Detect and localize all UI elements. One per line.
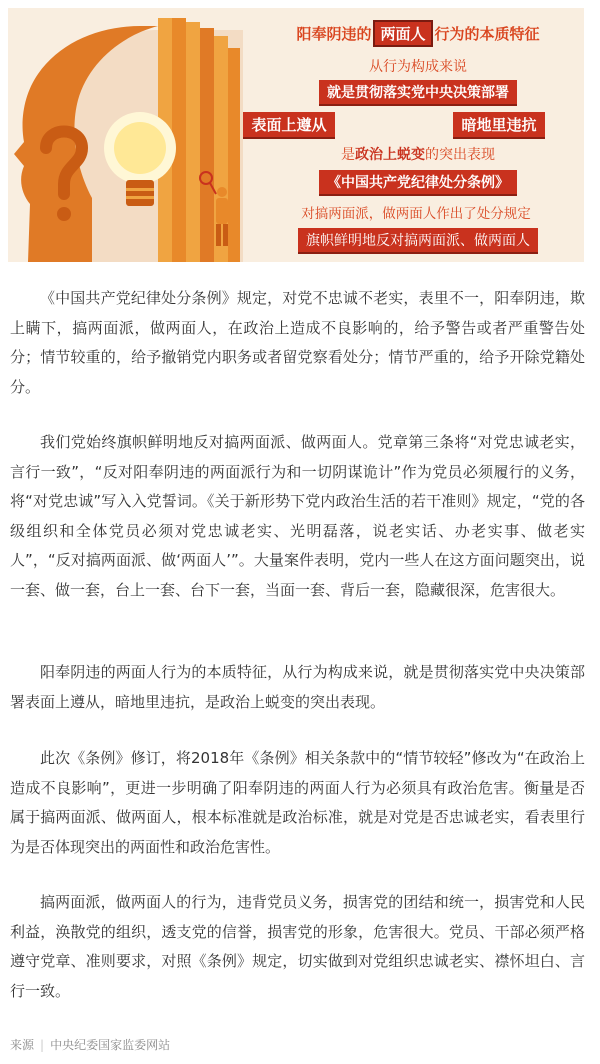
source-separator: | bbox=[40, 1038, 45, 1052]
banner-line2: 就是贯彻落实党中央决策部署 bbox=[319, 80, 517, 106]
banner-line4-highlight: 政治上蜕变 bbox=[355, 147, 425, 163]
source-name[interactable]: 中央纪委国家监委网站 bbox=[50, 1038, 171, 1052]
source-label: 来源 bbox=[10, 1038, 35, 1052]
article-paragraph-1: 《中国共产党纪律处分条例》规定，对党不忠诚不老实，表里不一，阳奉阴违，欺上瞒下，搞两面派，做两面人，在政治上造成不良影响的，给予警告或者严重警告处分；情节较重的，给予撤销党内职务或者留党察看处分；情节严重的，给予开除党籍处分。 bbox=[10, 289, 585, 396]
article-paragraph-2: 我们党始终旗帜鲜明地反对搞两面派、做两面人。党章第三条将“对党忠诚老实，言行一致”，“反对阳奉阴违的两面派行为和一切阴谋诡计”作为党员必须履行的义务，将“对党忠诚”写入入党誓词。《关于新形势下党内政治生活的若干准则》规定，“党的各级组织和全体党员必须对党忠诚老实、光明磊落，说老实话、办老实事、做老实人”，“反对搞两面派、做‘两面人’”。大量案件表明，党内一些人在这方面问题突出，说一套、做一套，台上一套、台下一套，当面一套、背后一套，隐藏很深，危害很大。 bbox=[10, 433, 585, 599]
banner-title-suffix: 行为的本质特征 bbox=[434, 25, 540, 43]
banner-line3-right: 暗地里违抗 bbox=[453, 112, 544, 139]
banner-illustration bbox=[8, 8, 584, 262]
article-paragraph-3: 阳奉阴违的两面人行为的本质特征，从行为构成来说，就是贯彻落实党中央决策部署表面上遵从，暗地里违抗，是政治上蜕变的突出表现。 bbox=[10, 663, 585, 711]
banner-line3-left: 表面上遵从 bbox=[243, 112, 334, 139]
banner-line5-wrap bbox=[258, 170, 578, 196]
banner-line2-wrap bbox=[258, 80, 578, 106]
banner-line7-wrap bbox=[258, 228, 578, 254]
article-source bbox=[10, 1036, 170, 1053]
banner-title bbox=[258, 20, 578, 47]
article-paragraph-4: 此次《条例》修订，将2018年《条例》相关条款中的“情节较轻”修改为“在政治上造成不良影响”，更进一步明确了阳奉阴违的两面人行为必须具有政治危害。衡量是否属于搞两面派、做两面人，根本标准就是政治标准，就是对党是否忠诚老实，看表里行为是否体现突出的两面性和政治危害性。 bbox=[10, 749, 585, 856]
banner-line4 bbox=[258, 144, 578, 164]
banner-title-prefix: 阳奉阴违的 bbox=[296, 25, 372, 43]
banner-line7: 旗帜鲜明地反对搞两面派、做两面人 bbox=[298, 228, 538, 254]
banner-line1: 从行为构成来说 bbox=[369, 59, 467, 75]
article-paragraph-5: 搞两面派，做两面人的行为，违背党员义务，损害党的团结和统一，损害党和人民利益，涣散党的组织，透支党的信誉，损害党的形象，危害很大。党员、干部必须严格遵守党章、准则要求，对照《条例》规定，切实做到对党组织忠诚老实、襟怀坦白、言行一致。 bbox=[10, 893, 585, 1000]
banner-title-boxed: 两面人 bbox=[373, 20, 432, 47]
banner-line4-suffix: 的突出表现 bbox=[425, 147, 495, 163]
banner-line6: 对搞两面派，做两面人作出了处分规定 bbox=[301, 206, 531, 222]
banner-line3-right-wrap bbox=[444, 112, 554, 139]
banner-line4-prefix: 是 bbox=[341, 147, 355, 163]
banner-line5: 《中国共产党纪律处分条例》 bbox=[319, 170, 517, 196]
banner-line3-left-wrap bbox=[234, 112, 344, 139]
